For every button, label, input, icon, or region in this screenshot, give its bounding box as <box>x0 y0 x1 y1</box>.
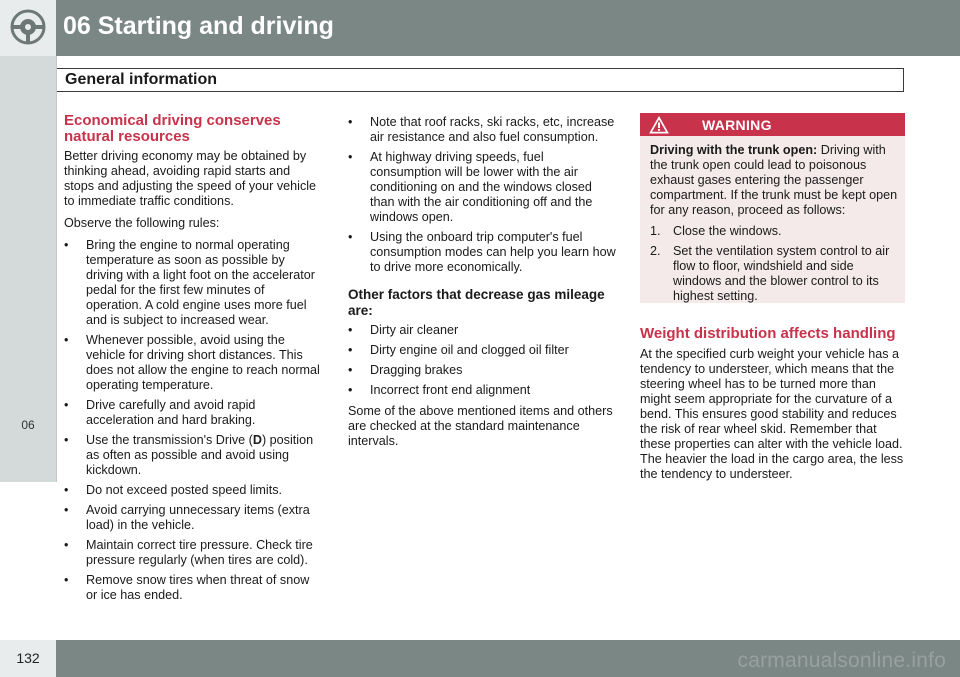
intro-paragraph: Better driving economy may be obtained by thinking ahead, avoiding rapid starts and stops and adjusting the speed of your vehicle to immediate traffic conditions. <box>64 149 317 208</box>
watermark: carmanualsonline.info <box>737 649 946 672</box>
list-item: • Do not exceed posted speed limits. <box>64 483 283 497</box>
bullet-icon: • <box>64 538 69 552</box>
section-box <box>56 68 904 92</box>
list-item: • Drive carefully and avoid rapid acceleration and hard braking. <box>64 398 256 427</box>
warning-body <box>640 136 905 304</box>
column-fuel-factors <box>348 115 616 456</box>
bullet-icon: • <box>64 333 69 347</box>
chapter-title: 06 Starting and driving <box>63 12 334 40</box>
rules-intro: Observe the following rules: <box>64 216 220 230</box>
warning-header <box>640 113 905 136</box>
list-item: 1. Close the windows. <box>650 224 782 238</box>
bullet-icon: • <box>64 433 69 447</box>
list-item: • Bring the engine to normal operating temperature as soon as possible by driving with a light foot on the accelerator pedal for the first few minutes of operation. A cold engine uses more fuel and is subject to increased wear. <box>64 238 315 327</box>
column-weight-distribution <box>640 326 908 489</box>
chapter-side-tab[interactable] <box>0 56 57 482</box>
warning-lead: Driving with the trunk open: Driving with the trunk open could lead to poisonous exhaust gases entering the passenger compartment. If the trunk must be kept open for any reason, proceed as follows: <box>650 143 898 217</box>
bullet-icon: • <box>64 483 69 497</box>
warning-box <box>640 113 905 303</box>
rules-list <box>64 238 322 603</box>
chapter-header <box>0 0 960 56</box>
bullet-icon: • <box>348 363 353 377</box>
steering-wheel-logo-icon <box>9 8 47 46</box>
fuel-tips-list <box>348 115 616 275</box>
bullet-icon: • <box>348 115 353 129</box>
page-number: 132 <box>16 650 40 666</box>
factors-list <box>348 323 616 398</box>
list-item: • Dragging brakes <box>348 363 463 377</box>
list-item: 2. Set the ventilation system control to air flow to floor, windshield and side windows and the blower control to its highest setting. <box>650 244 890 303</box>
list-item: • Dirty engine oil and clogged oil filter <box>348 343 569 357</box>
bullet-icon: • <box>348 323 353 337</box>
bullet-icon: • <box>348 343 353 357</box>
bullet-icon: • <box>348 230 353 244</box>
closing-paragraph: Some of the above mentioned items and others are checked at the standard maintenance intervals. <box>348 404 613 448</box>
list-item: • Incorrect front end alignment <box>348 383 531 397</box>
bullet-icon: • <box>348 383 353 397</box>
chapter-side-tab-label: 06 <box>21 418 35 432</box>
list-item: • Whenever possible, avoid using the vehicle for driving short distances. This does not allow the engine to reach normal operating temperature. <box>64 333 320 392</box>
list-item: • Note that roof racks, ski racks, etc, increase air resistance and also fuel consumption. <box>348 115 615 144</box>
bullet-icon: • <box>64 503 69 517</box>
list-item: • Remove snow tires when threat of snow or ice has ended. <box>64 573 310 602</box>
list-item: • Dirty air cleaner <box>348 323 459 337</box>
section-title: General information <box>65 71 218 88</box>
heading-weight-distribution: Weight distribution affects handling <box>640 325 896 342</box>
bullet-icon: • <box>64 573 69 587</box>
list-item: • At highway driving speeds, fuel consumption will be lower with the air conditioning on and the windows closed than with the air conditioning off and the windows open. <box>348 150 593 224</box>
bullet-icon: • <box>64 398 69 412</box>
heading-economical-driving: Economical driving conserves natural resources <box>64 112 281 145</box>
list-item: • Using the onboard trip computer's fuel consumption modes can help you learn how to drive more economically. <box>348 230 616 274</box>
list-item: • Avoid carrying unnecessary items (extra load) in the vehicle. <box>64 503 310 532</box>
page-number-box <box>0 640 56 677</box>
page-footer <box>0 640 960 677</box>
warning-steps <box>650 224 899 304</box>
logo-box <box>0 0 56 56</box>
bullet-icon: • <box>64 238 69 252</box>
heading-other-factors: Other factors that decrease gas mileage are: <box>348 287 605 318</box>
bullet-icon: • <box>348 150 353 164</box>
list-item: • Maintain correct tire pressure. Check tire pressure regularly (when tires are cold). <box>64 538 313 567</box>
list-item: • Use the transmission's Drive (D) position as often as possible and avoid using kickdown. <box>64 433 314 477</box>
weight-paragraph: At the specified curb weight your vehicle has a tendency to understeer, which means that the steering wheel has to be turned more than might seem appropriate for the curvature of a bend. This ensures good stability and reduces the risk of rear wheel skid. Remember that these properties can alter with the vehicle load. The heavier the load in the cargo area, the less the tendency to understeer. <box>640 347 904 481</box>
column-economical-driving <box>64 113 322 609</box>
warning-triangle-icon <box>649 116 669 134</box>
warning-title: WARNING <box>702 117 772 133</box>
